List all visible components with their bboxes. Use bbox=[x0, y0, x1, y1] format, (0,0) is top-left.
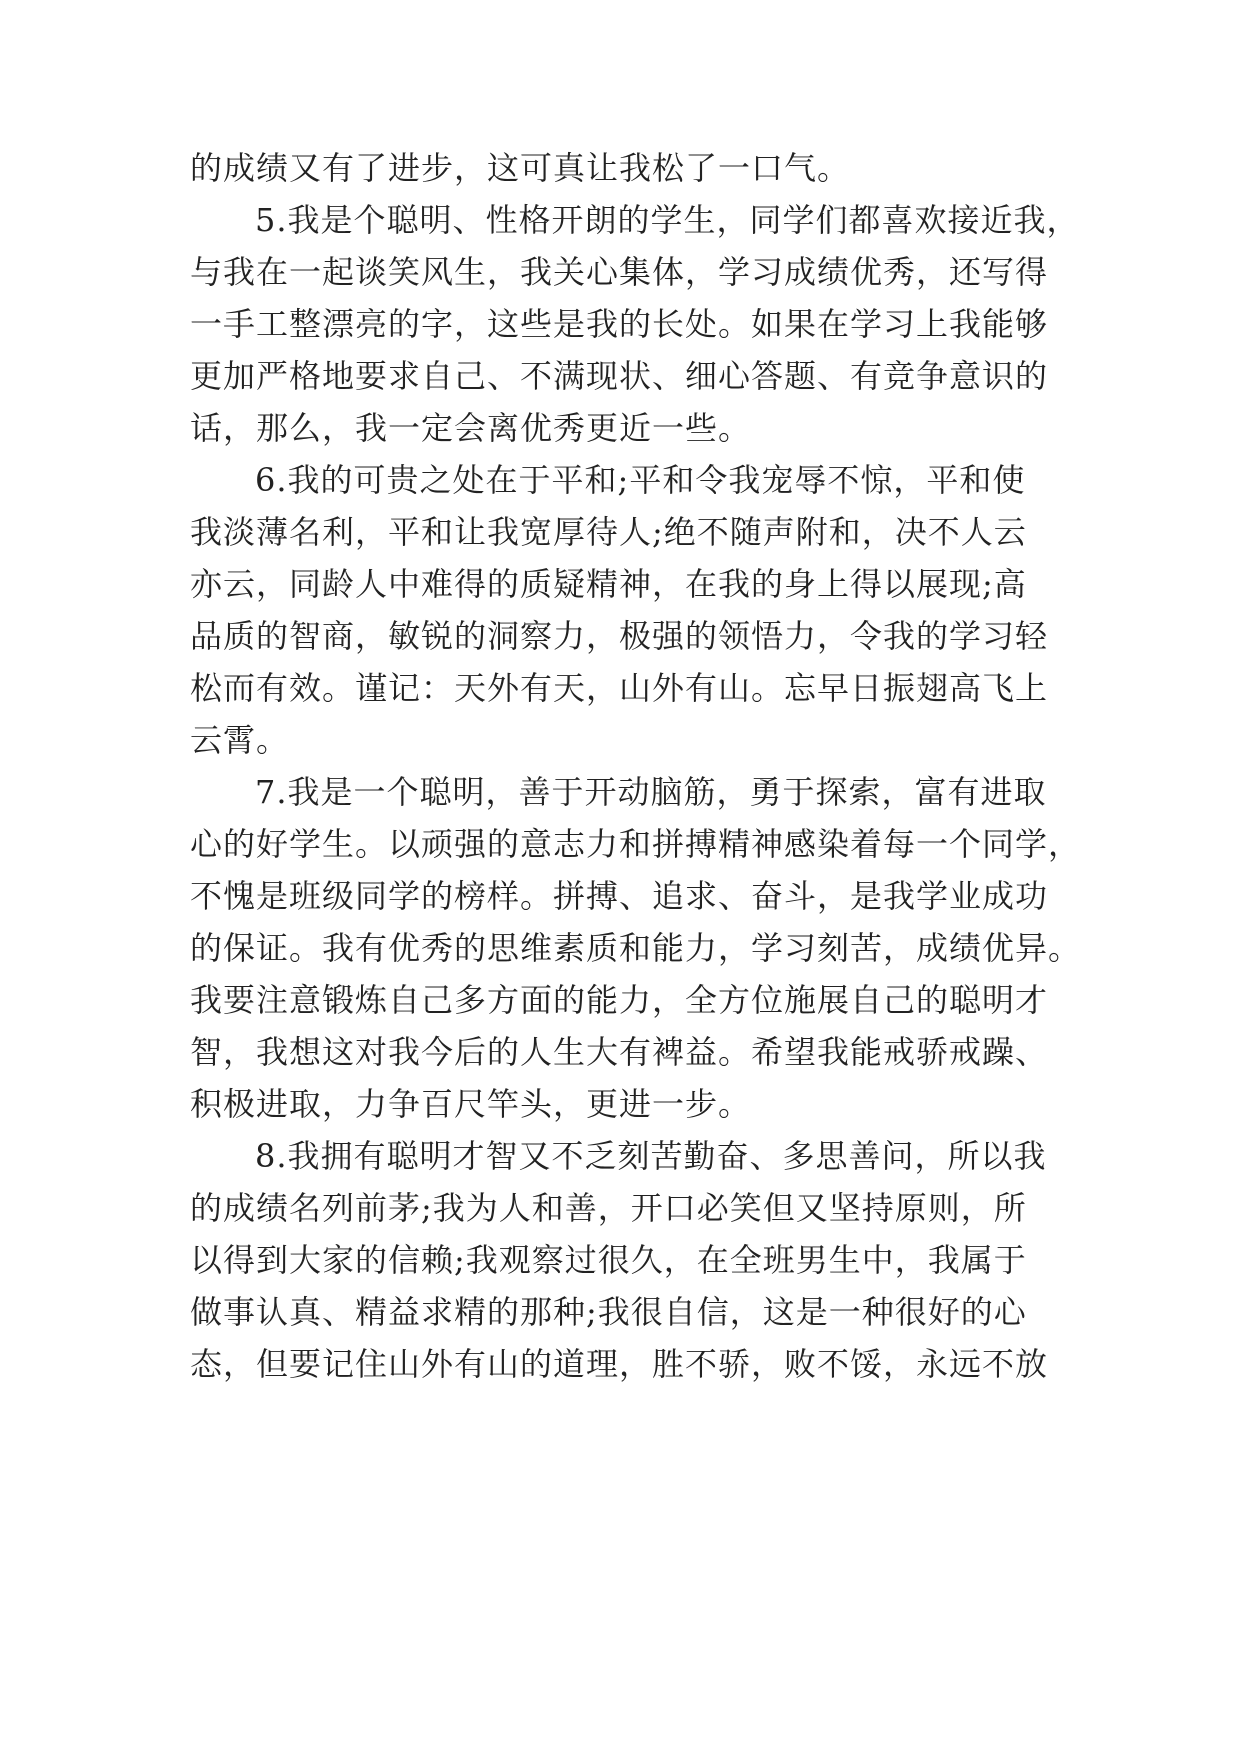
text-line: 智，我想这对我今后的人生大有裨益。希望我能戒骄戒躁、 bbox=[190, 1033, 1049, 1071]
paragraph-6-start: 6.我的可贵之处在于平和;平和令我宠辱不惊，平和使 bbox=[255, 461, 1026, 499]
text-line: 云霄。 bbox=[190, 721, 290, 759]
text-line: 话，那么，我一定会离优秀更近一些。 bbox=[190, 409, 752, 447]
text-line: 更加严格地要求自己、不满现状、细心答题、有竞争意识的 bbox=[190, 357, 1049, 395]
text-line: 的成绩又有了进步，这可真让我松了一口气。 bbox=[190, 149, 851, 187]
text-line: 品质的智商，敏锐的洞察力，极强的领悟力，令我的学习轻 bbox=[190, 617, 1049, 655]
text-line: 以得到大家的信赖;我观察过很久，在全班男生中，我属于 bbox=[190, 1241, 1027, 1279]
text-line: 态，但要记住山外有山的道理，胜不骄，败不馁，永远不放 bbox=[190, 1345, 1049, 1383]
text-line: 一手工整漂亮的字，这些是我的长处。如果在学习上我能够 bbox=[190, 305, 1049, 343]
text-line: 积极进取，力争百尺竿头，更进一步。 bbox=[190, 1085, 752, 1123]
text-line: 我淡薄名利，平和让我宽厚待人;绝不随声附和，决不人云 bbox=[190, 513, 1027, 551]
text-line: 与我在一起谈笑风生，我关心集体，学习成绩优秀，还写得 bbox=[190, 253, 1049, 291]
text-line: 不愧是班级同学的榜样。拼搏、追求、奋斗，是我学业成功 bbox=[190, 877, 1049, 915]
text-line: 心的好学生。以顽强的意志力和拼搏精神感染着每一个同学， bbox=[190, 825, 1082, 863]
text-line: 的保证。我有优秀的思维素质和能力，学习刻苦，成绩优异。 bbox=[190, 929, 1082, 967]
text-line: 松而有效。谨记：天外有天，山外有山。忘早日振翅高飞上 bbox=[190, 669, 1049, 707]
paragraph-7-start: 7.我是一个聪明，善于开动脑筋，勇于探索，富有进取 bbox=[255, 773, 1047, 811]
paragraph-8-start: 8.我拥有聪明才智又不乏刻苦勤奋、多思善问，所以我 bbox=[255, 1137, 1047, 1175]
text-line: 做事认真、精益求精的那种;我很自信，这是一种很好的心 bbox=[190, 1293, 1027, 1331]
text-line: 亦云，同龄人中难得的质疑精神，在我的身上得以展现;高 bbox=[190, 565, 1027, 603]
text-line: 我要注意锻炼自己多方面的能力，全方位施展自己的聪明才 bbox=[190, 981, 1049, 1019]
paragraph-5-start: 5.我是个聪明、性格开朗的学生，同学们都喜欢接近我， bbox=[255, 201, 1080, 239]
text-line: 的成绩名列前茅;我为人和善，开口必笑但又坚持原则，所 bbox=[190, 1189, 1027, 1227]
